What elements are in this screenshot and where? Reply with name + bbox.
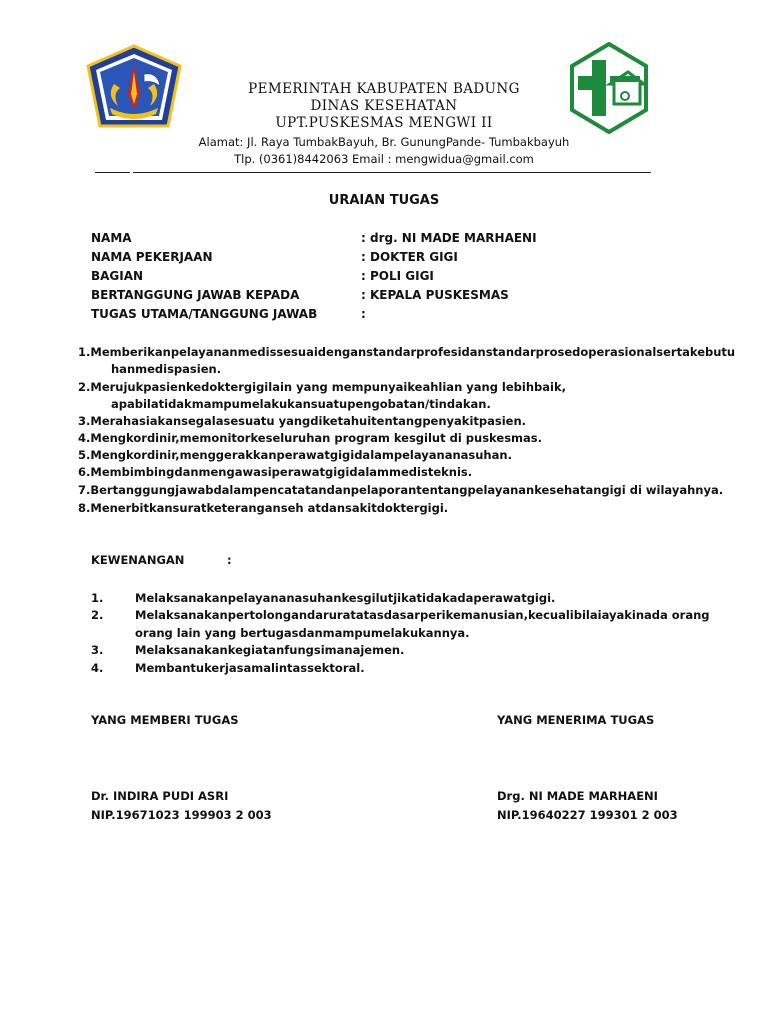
kewenangan-number-1: 1. (91, 591, 104, 605)
kewenangan-item-1: Melaksanakanpelayananasuhankesgilutjikatidakadaperawatgigi. (135, 591, 556, 605)
kewenangan-number-2: 2. (91, 608, 104, 622)
kewenangan-number-4: 4. (91, 661, 104, 675)
kewenangan-item-2: Melaksanakanpertolongandaruratatasdasarperikemanusian,kecualibilaiayakinada orang (135, 608, 710, 622)
duty-item-2: 2.Merujukpasienkedoktergigilain yang mempunyaikeahlian yang lebihbaik, (78, 380, 566, 394)
duty-item-3: 3.Merahasiakansegalasesuatu yangdiketahuitentangpenyakitpasien. (78, 414, 527, 428)
field-value-tanggung-jawab: : KEPALA PUSKESMAS (361, 288, 509, 302)
header-government-name: PEMERINTAH KABUPATEN BADUNG (248, 81, 520, 97)
field-value-pekerjaan: : DOKTER GIGI (361, 250, 458, 264)
kewenangan-item-3: Melaksanakankegiatanfungsimanajemen. (135, 643, 405, 657)
header-contact: Tlp. (0361)8442063 Email : mengwidua@gmail.com (234, 152, 534, 166)
header-divider (133, 172, 651, 173)
kewenangan-colon: : (227, 553, 232, 567)
signature-receiver-nip: NIP.19640227 199301 2 003 (497, 808, 678, 822)
field-value-nama: : drg. NI MADE MARHAENI (361, 231, 537, 245)
duty-item-5: 5.Mengkordinir,menggerakkanperawatgigidalampelayananasuhan. (78, 448, 512, 462)
field-label-tanggung-jawab: BERTANGGUNG JAWAB KEPADA (91, 288, 300, 302)
field-label-bagian: BAGIAN (91, 269, 144, 283)
duty-item-6: 6.Membimbingdanmengawasiperawatgigidalammedisteknis. (78, 465, 473, 479)
header-address: Alamat: Jl. Raya TumbakBayuh, Br. GunungPande- Tumbakbayuh (198, 135, 570, 149)
duty-item-8: 8.Menerbitkansuratketeranganseh atdansakitdoktergigi. (78, 501, 449, 515)
kewenangan-item-4: Membantukerjasamalintassektoral. (135, 661, 365, 675)
kewenangan-number-3: 3. (91, 643, 104, 657)
signature-giver-nip: NIP.19671023 199903 2 003 (91, 808, 272, 822)
header-unit-name: UPT.PUSKESMAS MENGWI II (275, 115, 493, 131)
duty-item-7: 7.Bertanggungjawabdalampencatatandanpelaporantentangpelayanankesehatangigi di wilayahnya. (78, 483, 724, 497)
document-title: URAIAN TUGAS (328, 193, 440, 208)
duty-item-4: 4.Mengkordinir,memonitorkeseluruhan program kesgilut di puskesmas. (78, 431, 542, 445)
kewenangan-title: KEWENANGAN (91, 553, 185, 567)
signature-giver-name: Dr. INDIRA PUDI ASRI (91, 789, 229, 803)
field-label-nama: NAMA (91, 231, 132, 245)
duty-item-2-continued: apabilatidakmampumelakukansuatupengobatan/tindakan. (111, 397, 491, 411)
signature-giver-label: YANG MEMBERI TUGAS (91, 713, 239, 727)
duty-item-1-continued: hanmedispasien. (111, 362, 222, 376)
header-divider-left (95, 172, 130, 173)
puskesmas-green-cross-icon (570, 42, 648, 134)
field-label-pekerjaan: NAMA PEKERJAAN (91, 250, 213, 264)
kewenangan-item-2-continued: orang lain yang bertugasdanmampumelakukannya. (135, 626, 470, 640)
badung-regency-seal-icon (84, 44, 184, 132)
field-label-tugas-utama: TUGAS UTAMA/TANGGUNG JAWAB (91, 307, 318, 321)
duty-item-1: 1.Memberikanpelayananmedissesuaidenganstandarprofesidanstandarprosedoperasionalsertakebutu (78, 345, 736, 359)
signature-receiver-name: Drg. NI MADE MARHAENI (497, 789, 658, 803)
field-value-bagian: : POLI GIGI (361, 269, 434, 283)
signature-receiver-label: YANG MENERIMA TUGAS (497, 713, 655, 727)
field-value-tugas-utama: : (361, 307, 366, 321)
header-department-name: DINAS KESEHATAN (310, 98, 458, 114)
